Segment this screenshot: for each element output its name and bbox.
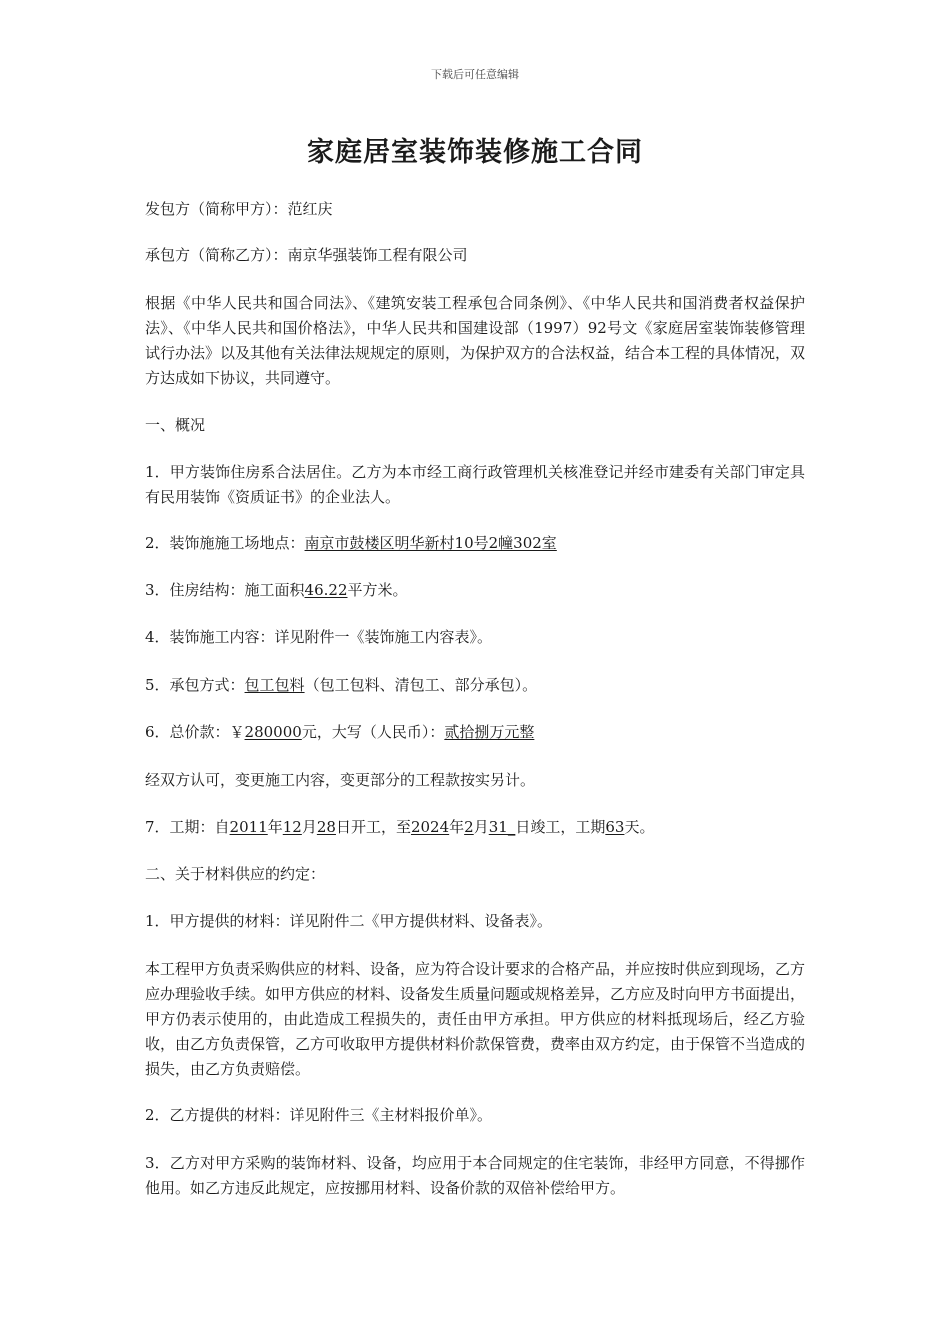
section-2-heading: 二、关于材料供应的约定：	[145, 865, 326, 883]
item-1-7: 7．工期：自2011年12月28日开工，至2024年2月31_日竣工，工期63天。	[145, 818, 655, 836]
duration-days: 63	[605, 818, 625, 836]
intro-paragraph: 根据《中华人民共和国合同法》、《建筑安装工程承包合同条例》、《中华人民共和国消费者权益保护法》、《中华人民共和国价格法》，中华人民共和国建设部（1997）92号文《家庭居室装饰装修管理试行办法》以及其他有关法律法规规定的原则，为保护双方的合法权益，结合本工程的具体情况，双方达成如下协议，共同遵守。	[145, 294, 806, 387]
end-day: 31_	[488, 818, 516, 836]
end-month: 2	[464, 818, 474, 836]
start-day: 28	[316, 818, 336, 836]
end-year: 2024	[410, 818, 450, 836]
item-1-2: 2．装饰施施工场地点：南京市鼓楼区明华新村10号2幢302室	[145, 534, 557, 552]
total-amount: 280000	[244, 723, 302, 741]
area-value: 46.22	[304, 581, 348, 599]
section-1-heading: 一、概况	[145, 416, 206, 434]
amount-in-words: 贰拾捌万元整	[444, 723, 535, 741]
item-2-1: 1．甲方提供的材料：详见附件二《甲方提供材料、设备表》。	[145, 912, 553, 930]
site-address: 南京市鼓楼区明华新村10号2幢302室	[304, 534, 557, 552]
change-note: 经双方认可，变更施工内容，变更部分的工程款按实另计。	[145, 771, 536, 789]
contract-mode: 包工包料	[244, 676, 305, 694]
party-a-name: 范红庆	[287, 200, 333, 218]
party-a-line: 发包方（简称甲方）：范红庆	[145, 200, 333, 218]
start-year: 2011	[229, 818, 268, 836]
start-month: 12	[282, 818, 302, 836]
document-title: 家庭居室装饰装修施工合同	[307, 137, 643, 168]
item-1-4: 4．装饰施工内容：详见附件一《装饰施工内容表》。	[145, 628, 493, 646]
party-b-line: 承包方（简称乙方）：南京华强装饰工程有限公司	[145, 246, 468, 264]
item-1-6: 6．总价款：￥280000元，大写（人民币）：贰拾捌万元整	[145, 723, 535, 741]
item-1-1: 1．甲方装饰住房系合法居住。乙方为本市经工商行政管理机关核准登记并经市建委有关部门审定具有民用装饰《资质证书》的企业法人。	[145, 463, 805, 506]
item-2-1-detail: 本工程甲方负责采购供应的材料、设备，应为符合设计要求的合格产品，并应按时供应到现场，乙方应办理验收手续。如甲方供应的材料、设备发生质量问题或规格差异，乙方应及时向甲方书面提出，甲方仍表示使用的，由此造成工程损失的，责任由甲方承担。甲方供应的材料抵现场后，经乙方验收，由乙方负责保管，乙方可收取甲方提供材料价款保管费，费率由双方约定，由于保管不当造成的损失，由乙方负责赔偿。	[145, 960, 806, 1078]
party-b-name: 南京华强装饰工程有限公司	[287, 246, 468, 264]
page-header: 下载后可任意编辑	[431, 68, 519, 81]
item-1-5: 5．承包方式：包工包料（包工包料、清包工、部分承包）。	[145, 676, 538, 694]
item-2-2: 2．乙方提供的材料：详见附件三《主材料报价单》。	[145, 1106, 493, 1124]
item-1-3: 3．住房结构：施工面积46.22平方米。	[145, 581, 408, 599]
item-2-3: 3．乙方对甲方采购的装饰材料、设备，均应用于本合同规定的住宅装饰，非经甲方同意，不得挪作他用。如乙方违反此规定，应按挪用材料、设备价款的双倍补偿给甲方。	[145, 1154, 805, 1197]
